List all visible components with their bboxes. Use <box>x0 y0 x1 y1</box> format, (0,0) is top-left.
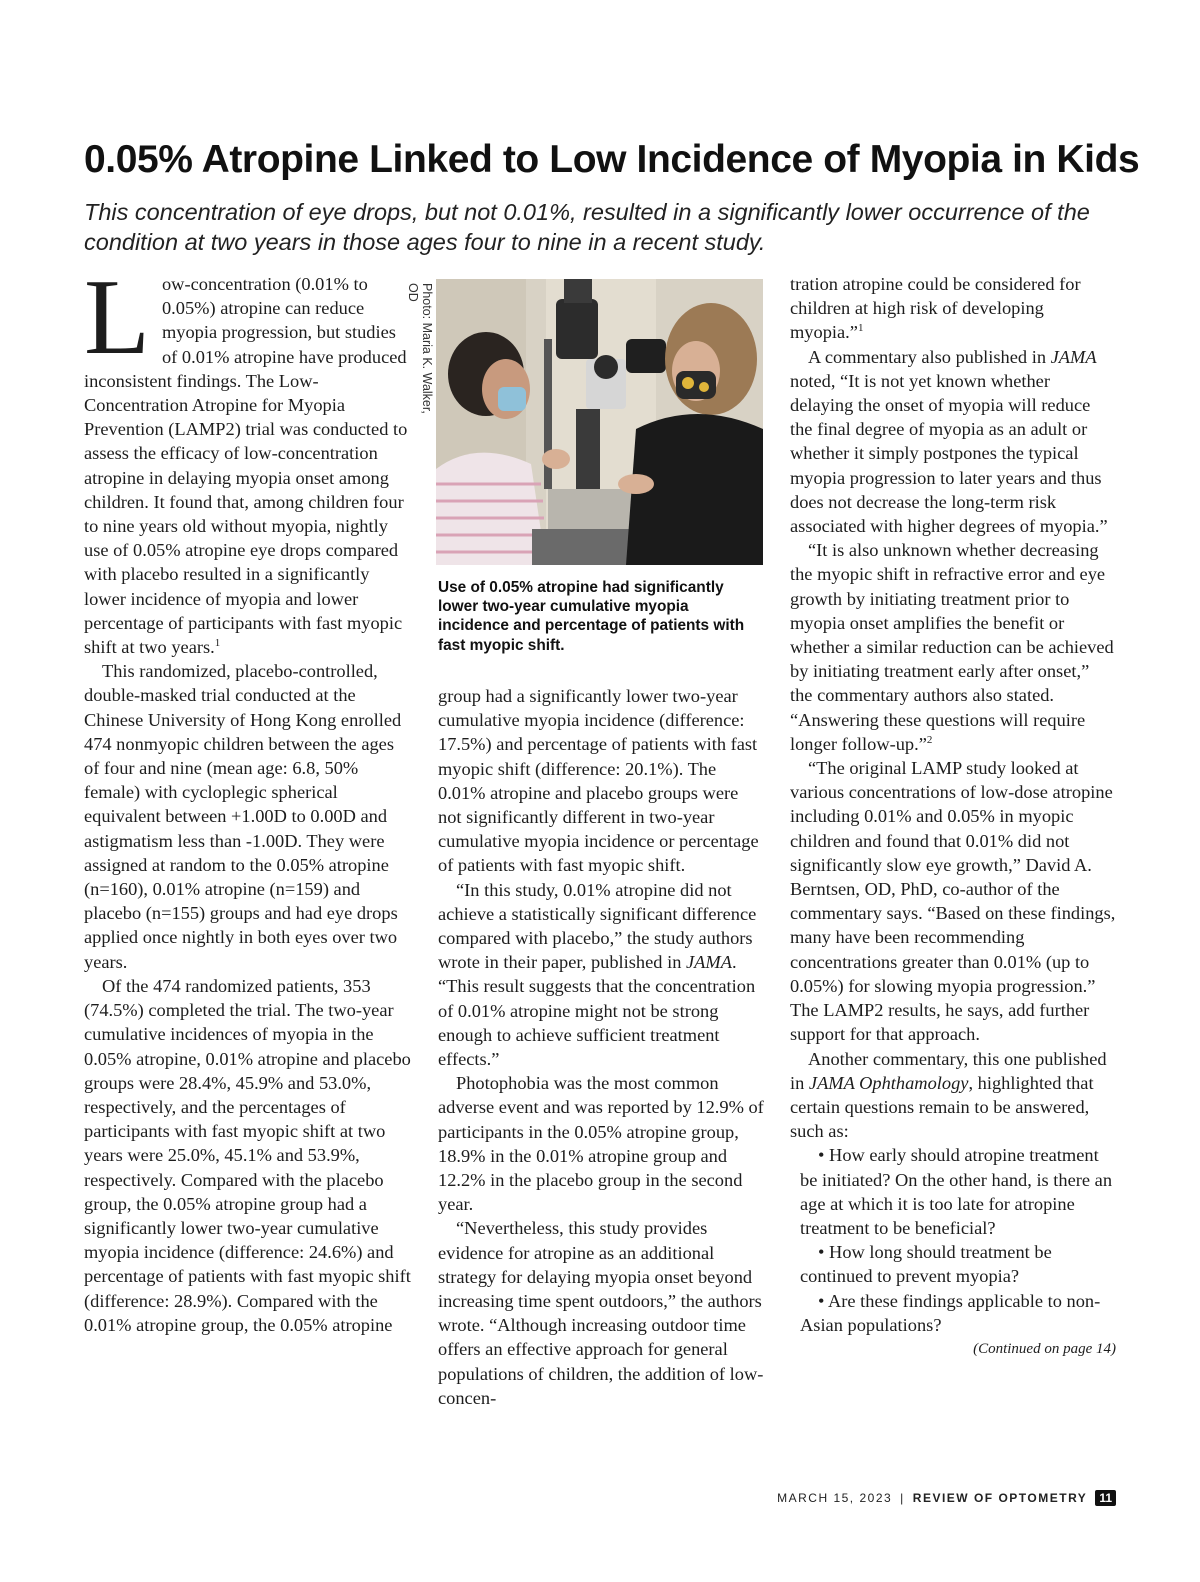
paragraph: Of the 474 randomized patients, 353 (74.5%) completed the trial. The two-year cumulative incidences of myopia in the 0.05% atropine, 0.01% atropine and placebo groups were 28.4%, 45.9% and 53.0%, respectively, and the percentages of participants with fast myopic shift at two years were 25.0%, 45.1% and 53.9%, respectively. Compared with the placebo group, the 0.05% atropine group had a significantly lower two-year cumulative myopia incidence (difference: 24.6%) and percentage of patients with fast myopic shift (difference: 28.9%). Compared with the 0.01% atropine group, the 0.05% atropine <box>84 975 411 1335</box>
paragraph-text: “It is also unknown whether decreasing the myopic shift in refractive error and eye growth by initiating treatment prior to myopia onset amplifies the benefit or whether a similar reduction can be achieved by initiating treatment early after onset,” the commentary authors also stated. “Answering these questions will require longer follow-up.” <box>790 540 1114 754</box>
paragraph-text: Another commentary, this one published in <box>790 1048 1107 1093</box>
deck: This concentration of eye drops, but not 0.01%, resulted in a significantly lower occurrence of the condition at two years in those ages four to nine in a recent study. <box>84 199 1090 255</box>
bullet-item: • How early should atropine treatment be initiated? On the other hand, is there an age at which it is too late for atropine treatment to be beneficial? <box>800 1145 1113 1238</box>
page-footer <box>777 1486 1116 1510</box>
paragraph: “The original LAMP study looked at various concentrations of low-dose atropine including 0.01% and 0.05% in myopic children and found that 0.01% did not significantly slow eye growth,” David A. Berntsen, OD, PhD, co-author of the commentary says. “Based on these findings, many have been recommending concentrations greater than 0.01% (up to 0.05%) for slowing myopia progression.” The LAMP2 results, he says, add further support for that approach. <box>790 758 1116 1045</box>
reference-marker: 1 <box>857 322 864 335</box>
bullet-item: • How long should treatment be continued to prevent myopia? <box>800 1242 1052 1287</box>
paragraph-text: “In this study, 0.01% atropine did not achieve a statistically significant difference compared with placebo,” the study authors wrote in their paper, published in <box>438 879 757 973</box>
paragraph: Photophobia was the most common adverse event and was reported by 12.9% of participants in the 0.05% atropine group, 18.9% in the 0.01% atropine group and 12.2% in the placebo group in the second year. <box>438 1073 764 1215</box>
footer-separator: | <box>900 1491 905 1505</box>
journal-name: JAMA Ophthamology <box>808 1072 969 1093</box>
continued-note: (Continued on page 14) <box>973 1340 1116 1357</box>
paragraph-text: . “This result suggests that the concentration of 0.01% atropine might not be strong enough to achieve sufficient treatment effects.” <box>438 952 756 1070</box>
photo-caption: Use of 0.05% atropine had significantly lower two-year cumulative myopia incidence and percentage of patients with fast myopic shift. <box>438 579 745 654</box>
headline: 0.05% Atropine Linked to Low Incidence of Myopia in Kids <box>84 138 1140 181</box>
photo-credit: Photo: Maria K. Walker, OD <box>406 283 434 414</box>
paragraph <box>84 258 412 659</box>
article-photo <box>436 279 763 565</box>
paragraph <box>790 1047 1116 1144</box>
paragraph: This randomized, placebo-controlled, double-masked trial conducted at the Chinese University of Hong Kong enrolled 474 nonmyopic children between the ages of four and nine (mean age: 6.8, 50% female) with cycloplegic spherical equivalent between +1.00D to 0.00D and astigmatism less than -1.00D. They were assigned at random to the 0.05% atropine (n=160), 0.01% atropine (n=159) and placebo (n=155) groups and had eye drops applied once nightly in both eyes over two years. <box>84 661 402 972</box>
paragraph-text: ow-concentration (0.01% to 0.05%) atropine can reduce myopia progression, but studies of 0.01% atropine have produced inconsistent findings. The Low-Concentration Atropine for Myopia Prevention (LAMP2) trial was conducted to assess the efficacy of low-concentration atropine in delaying myopia onset among children. It found that, among children four to nine years old without myopia, nightly use of 0.05% atropine eye drops compared with placebo resulted in a significantly lower incidence of myopia and lower percentage of participants with fast myopic shift at two years. <box>84 274 408 658</box>
exam-scene-illustration <box>436 279 763 565</box>
reference-marker: 1 <box>214 636 221 649</box>
page-number: 11 <box>1095 1490 1116 1506</box>
column-2 <box>438 684 764 1410</box>
paragraph-text: noted, “It is not yet known whether delaying the onset of myopia will reduce the final degree of myopia as an adult or whether it simply postpones the typical myopia progression to later years and thus does not decrease the long-term risk associated with higher degrees of myopia.” <box>790 370 1108 537</box>
journal-name: JAMA <box>686 952 732 973</box>
paragraph: “Nevertheless, this study provides evidence for atropine as an additional strategy for delaying myopia onset beyond increasing time spent outdoors,” the authors wrote. “Although increasing outdoor time offers an effective approach for general populations of children, the addition of low-concen- <box>438 1218 764 1408</box>
paragraph-text: tration atropine could be considered for children at high risk of developing myopia.” <box>790 274 1081 343</box>
paragraph <box>790 538 1116 756</box>
column-3 <box>790 272 1116 1361</box>
paragraph <box>790 272 1116 345</box>
bullet-item: • Are these findings applicable to non-Asian populations? <box>800 1290 1101 1335</box>
paragraph: group had a significantly lower two-year cumulative myopia incidence (difference: 17.5%) and percentage of patients with fast myopic shift (difference: 20.1%). The 0.01% atropine and placebo groups were not significantly different in two-year cumulative myopia incidence or percentage of patients with fast myopic shift. <box>438 686 759 876</box>
journal-name: JAMA <box>1050 346 1097 367</box>
publication-name: REVIEW OF OPTOMETRY <box>912 1491 1088 1505</box>
paragraph-text: A commentary also published in <box>808 346 1051 367</box>
column-1 <box>84 258 412 1337</box>
issue-date: MARCH 15, 2023 <box>777 1491 893 1505</box>
paragraph <box>790 345 1116 539</box>
drop-cap: L <box>84 258 150 377</box>
paragraph-text: , highlighted that certain questions remain to be answered, such as: <box>790 1072 1094 1142</box>
paragraph <box>438 878 764 1072</box>
reference-marker: 2 <box>926 733 933 746</box>
